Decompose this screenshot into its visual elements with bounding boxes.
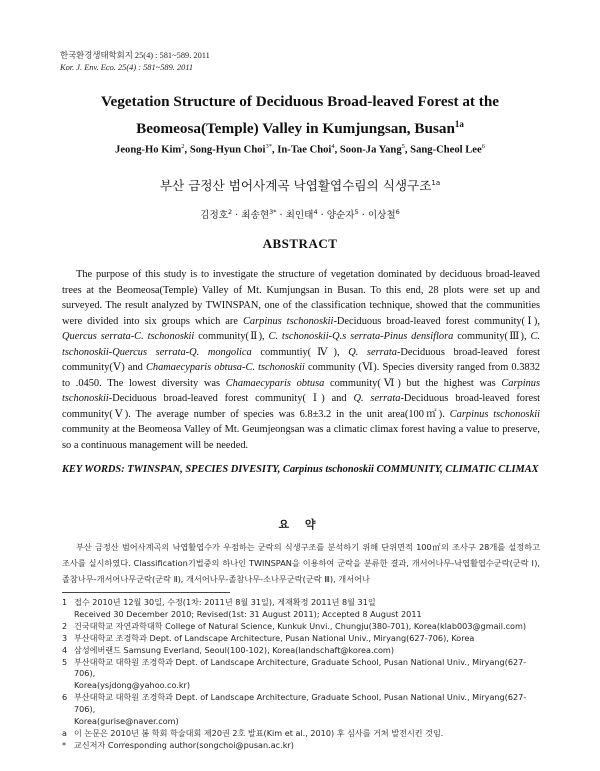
footnote: [62, 633, 540, 645]
footnote-text: 삼성에버랜드 Samsung Everland, Seoul(100-102), Korea(landschaft@korea.com): [74, 644, 394, 655]
species-name: Chamaecyparis obtusa-C. tschonoskii: [145, 362, 305, 374]
footnote-mark: 4: [62, 644, 68, 655]
abstract-body: [62, 267, 540, 454]
author-affiliation-mark: 2: [181, 143, 185, 150]
footnote-subtext: Korea(ysjdong@yahoo.co.kr): [74, 680, 191, 691]
abstract-text: community(Ⅵ) but the highest was: [324, 377, 502, 389]
author-affiliation-mark: 4: [331, 143, 335, 150]
korean-author-mark: 2: [227, 208, 233, 216]
author-name: Soon-Ja Yang: [339, 144, 402, 156]
footnote-mark: *: [62, 739, 67, 750]
author-name: Sang-Cheol Lee: [410, 144, 482, 156]
footnote: [62, 692, 540, 728]
keywords-block: [62, 462, 540, 477]
author-affiliation-mark: 6: [481, 143, 485, 150]
korean-author-list: 김정호$^2$ · 최송현$^{3*}$ · 최인태$^4$ · 양순자$^5$ · 이상철$^6$: [200, 208, 400, 222]
korean-author-name: 이상철: [367, 210, 396, 222]
abstract-text: -Deciduous broad-leaved forest community(Ⅴ). The average number of species was 6.8±3.2 in the unit area(100㎡).: [62, 393, 540, 420]
footnote-mark: 2: [62, 620, 68, 631]
footnote-mark: 1: [62, 597, 68, 607]
footnote-text: 이 논문은 2010년 봄 학회 학술대회 제20권 2호 발표(Kim et al., 2010) 후 심사를 거쳐 발전시킨 것임.: [74, 727, 444, 738]
abstract-heading: ABSTRACT: [262, 236, 338, 251]
korean-author-name: 최인태: [285, 210, 314, 222]
abstract-text: -Deciduous broad-leaved forest community(Ⅰ),: [333, 315, 540, 327]
summary-heading: 요 약: [278, 518, 322, 531]
keywords-text: TWINSPAN, SPECIES DIVESITY,: [127, 464, 283, 475]
footnote-text: 교신저자 Corresponding author(songchoi@pusan.ac.kr): [74, 739, 294, 750]
abstract-text: community(Ⅱ),: [194, 331, 269, 343]
footnote-mark: 5: [62, 656, 68, 667]
footnote: [62, 621, 540, 633]
footnote-divider: [62, 592, 230, 593]
keywords-label: KEY WORDS:: [62, 464, 125, 475]
footnote-subtext: Korea(gurise@naver.com): [74, 716, 179, 727]
abstract-text: communtiy(Ⅳ),: [251, 346, 349, 358]
footnote-text: 건국대학교 자연과학대학 College of Natural Science, Kunkuk Unvi., Chungju(380-701), Korea(klab003@gmail.com): [74, 620, 527, 631]
author-list: Jeong-Ho Kim$^2$, Song-Hyun Choi$^{3*}$, In-Tae Choi$^4$, Soon-Ja Yang$^5$, Sang-Cheol Lee$^6$: [115, 143, 485, 156]
footnote-text: 부산대학교 대학원 조경학과 Dept. of Landscape Architecture, Graduate School, Pusan National Univ., Miryang(627-706),: [74, 692, 527, 715]
abstract-paragraph: [62, 267, 540, 454]
korean-author-mark: 6: [395, 208, 400, 216]
title-line-2: Beomeosa(Temple) Valley in Kumjungsan, Busan: [136, 120, 455, 138]
korean-author-name: 양순자: [326, 210, 355, 222]
footnote-mark: a: [62, 727, 67, 738]
korean-summary-text: 부산 금정산 범어사계곡의 낙엽활엽수가 우점하는 군락의 식생구조를 분석하기 위해 단위면적 100㎡의 조사구 28개를 설정하고 조사를 실시하였다. Classification기법중의 하나인 TWINSPAN을 이용하여 군락을 분류한 결과, 개서어나무-낙엽활엽수군락(군락 Ⅰ), 졸참나무-개서어나무군락(군락 Ⅱ), 개서어나무-졸참나무-소나무군락(군락 Ⅲ), 개서어나: [62, 542, 540, 584]
species-name: Chamaecyparis obtusa: [225, 377, 325, 389]
korean-author-name: 최송현: [241, 210, 270, 222]
species-name: C. tschonoskii-Quercus serrata-Q. mongolica: [62, 331, 541, 358]
journal-header: [60, 50, 210, 74]
author-name: Jeong-Ho Kim: [115, 144, 182, 156]
species-name: Q. serrata: [353, 393, 401, 405]
korean-title-text: 부산 금정산 범어사계곡 낙엽활엽수림의 식생구조: [159, 178, 432, 194]
paper-title: [60, 91, 540, 140]
keywords-species: Carpinus tschonoskii: [282, 464, 374, 475]
author-affiliation-mark: 3*: [265, 143, 272, 150]
journal-line-english: Kor. J. Env. Eco. 25(4) : 581~589. 2011: [60, 63, 194, 72]
species-name: Carpinus tschonoskii: [449, 408, 540, 420]
footnote: [62, 597, 540, 621]
species-name: Carpinus tschonoskii: [62, 377, 541, 405]
footnote: [62, 740, 540, 752]
footnote-subtext: Received 30 December 2010; Revised(1st: 31 August 2011); Accepted 8 August 2011: [74, 608, 422, 619]
abstract-text: community(Ⅲ),: [453, 331, 531, 343]
title-sup: 1a: [454, 119, 464, 129]
keywords-text-end: COMMUNITY, CLIMATIC CLIMAX: [373, 464, 539, 475]
korean-author-mark: 3*: [269, 208, 277, 216]
korean-author-mark: 5: [354, 208, 359, 216]
korean-author-name: 김정호: [200, 210, 228, 222]
footnote-mark: 6: [62, 692, 68, 703]
footnote-text: 접수 2010년 12월 30일, 수정(1차: 2011년 8월 31일), 게재확정 2011년 8월 31일: [74, 597, 376, 607]
abstract-text: community (Ⅵ). Species diversity ranged from 0.3832 to .0450. The lowest diversity was: [62, 362, 540, 389]
korean-summary: [62, 540, 540, 587]
species-name: Carpinus tschonoskii: [243, 315, 334, 327]
korean-author-mark: 4: [313, 208, 318, 216]
abstract-text: -Deciduous broad-leaved forest community(Ⅴ) and: [62, 346, 540, 374]
footnote-mark: 3: [62, 632, 68, 643]
species-name: Q. serrata: [348, 346, 397, 358]
author-affiliation-mark: 5: [401, 143, 405, 150]
species-name: Quercus serrata-C. tschonoskii: [62, 331, 195, 343]
footnote: [62, 657, 540, 693]
title-line-1: Vegetation Structure of Deciduous Broad-leaved Forest at the: [100, 93, 500, 110]
author-name: Song-Hyun Choi: [189, 144, 266, 156]
footnote: [62, 728, 540, 740]
abstract-text: The purpose of this study is to investigate the structure of vegetation dominated by deciduous broad-leaved trees at the Beomeosa(Temple) Valley of Mt. Kumjungsan in Busan. To this end, 28 plots were set up and surveyed. The result analyzed by TWINSPAN, one of the classification technique, showed that the communities were divided into six groups which are: [62, 269, 540, 327]
korean-title-sup: 1a: [431, 179, 441, 187]
footnote-text: 부산대학교 대학원 조경학과 Dept. of Landscape Architecture, Graduate School, Pusan National Univ., Miryang(627-706),: [74, 656, 527, 679]
footnote-text: 부산대학교 조경학과 Dept. of Landscape Architecture, Pusan National Univ., Miryang(627-706), Korea: [74, 632, 475, 643]
abstract-text: -Deciduous broad-leaved forest community( Ⅰ) and: [108, 393, 354, 405]
footnotes: [62, 597, 540, 752]
footnote: [62, 645, 540, 657]
korean-title: [60, 174, 540, 195]
species-name: C. tschonoskii-Q.s serrata-Pinus densiflora: [268, 331, 454, 343]
abstract-text: community at the Beomeosa Valley of Mt. Geumjeongsan was a climatic climax forest having a value to preserve, so a continuous management will be needed.: [62, 424, 540, 452]
journal-line-korean: 한국환경생태학회지 25(4) : 581~589. 2011: [60, 51, 210, 60]
author-name: In-Tae Choi: [277, 144, 332, 156]
